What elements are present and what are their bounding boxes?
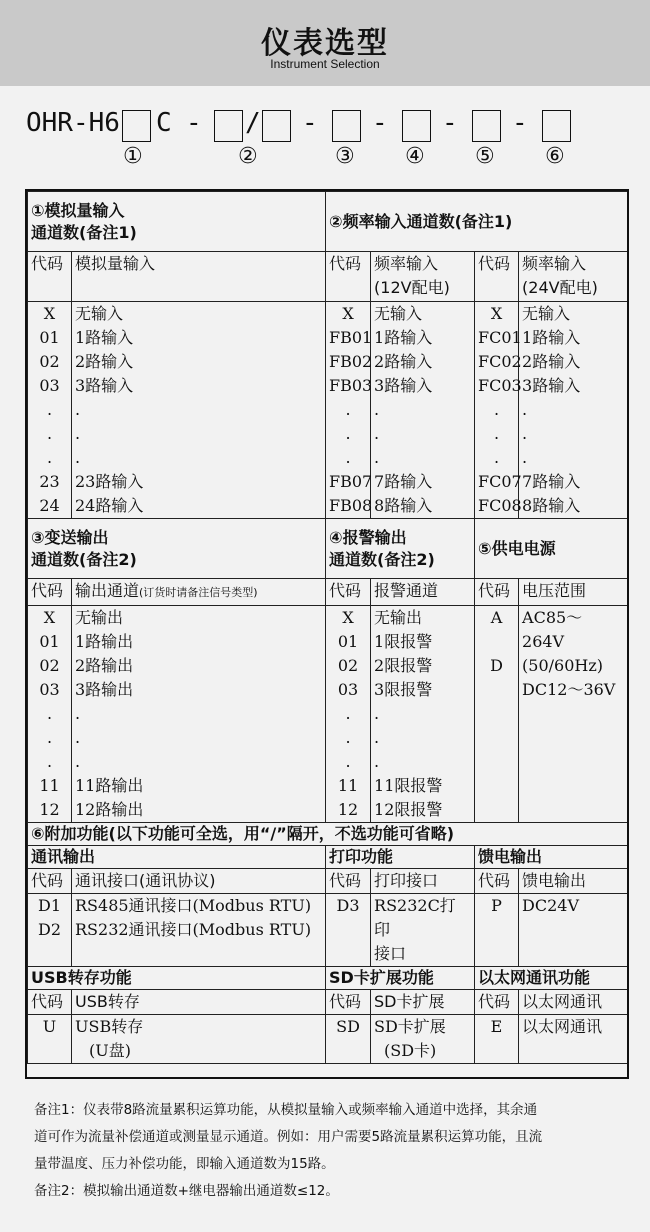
sec6-title: ⑥附加功能(以下功能可全选，用“/”隔开，不选功能可省略) [28, 823, 628, 846]
print-code: D3 [326, 894, 371, 967]
sec3-title: ③变送输出 通道数(备注2) [28, 519, 326, 579]
sec3-codes: X 01 02 03 . . . 11 12 [28, 606, 72, 823]
code-box-4 [402, 110, 431, 142]
circle-1: ① [123, 144, 143, 169]
note-1-line-2: 道可作为流量补偿通道或测量显示通道。例如：用户需要5路流量累积运算功能，且流 [34, 1129, 543, 1145]
col-code: 代码 [475, 252, 519, 302]
note-1-line-1: 备注1：仪表带8路流量累积运算功能，从模拟量输入或频率输入通道中选择，其余通 [34, 1102, 538, 1118]
sd-value: SD卡扩展 (SD卡) [371, 1015, 475, 1064]
circle-5: ⑤ [475, 144, 495, 169]
usb-title: USB转存功能 [28, 967, 326, 990]
notes [34, 1097, 624, 1205]
col-code: 代码 [326, 579, 371, 606]
col-code: 代码 [28, 990, 72, 1015]
sec2-24v-codes: X FC01 FC02 FC03 . . . FC07 FC08 [475, 302, 519, 519]
model-c: C [156, 108, 172, 138]
sd-code: SD [326, 1015, 371, 1064]
sec2-12v-values: 无输入 1路输入 2路输入 3路输入 . . . 7路输入 8路输入 [371, 302, 475, 519]
usb-value: USB转存 (U盘) [72, 1015, 326, 1064]
code-box-5 [472, 110, 501, 142]
sd-title: SD卡扩展功能 [326, 967, 475, 990]
circle-3: ③ [335, 144, 355, 169]
col-comm-interface: 通讯接口(通讯协议) [72, 869, 326, 894]
usb-code: U [28, 1015, 72, 1064]
sec5-codes: A D [475, 606, 519, 823]
col-code: 代码 [28, 869, 72, 894]
col-voltage-range: 电压范围 [519, 579, 628, 606]
sec5-values: AC85～264V (50/60Hz) DC12～36V [519, 606, 628, 823]
model-dash: - [186, 108, 202, 138]
sec4-title: ④报警输出 通道数(备注2) [326, 519, 475, 579]
code-box-2b [262, 110, 291, 142]
table-row [28, 606, 628, 823]
sec5-title: ⑤供电电源 [475, 519, 628, 579]
col-code: 代码 [28, 252, 72, 302]
code-box-1 [122, 110, 151, 142]
col-alarm-channel: 报警通道 [371, 579, 475, 606]
page-subtitle: Instrument Selection [270, 57, 380, 71]
col-code: 代码 [475, 869, 519, 894]
sec3-values: 无输出 1路输出 2路输出 3路输出 . . . 11路输出 12路输出 [72, 606, 326, 823]
feed-code: P [475, 894, 519, 967]
sec2-12v-codes: X FB01 FB02 FB03 . . . FB07 FB08 [326, 302, 371, 519]
selection-table [27, 191, 628, 1064]
print-title: 打印功能 [326, 846, 475, 869]
code-box-2 [214, 110, 243, 142]
note-2: 备注2：模拟输出通道数+继电器输出通道数≤12。 [34, 1183, 339, 1199]
model-slash: / [245, 108, 261, 138]
feed-title: 馈电输出 [475, 846, 628, 869]
col-feed-output: 馈电输出 [519, 869, 628, 894]
col-analog-input: 模拟量输入 [72, 252, 326, 302]
sec1-title: ①模拟量输入 通道数(备注1) [28, 192, 326, 252]
col-output-channel: 输出通道(订货时请备注信号类型) [72, 579, 326, 606]
col-code: 代码 [326, 869, 371, 894]
circle-2: ② [238, 144, 258, 169]
model-dash: - [512, 108, 528, 138]
model-dash: - [302, 108, 318, 138]
feed-value: DC24V [519, 894, 628, 967]
eth-value: 以太网通讯 [519, 1015, 628, 1064]
sec1-codes: X 01 02 03 . . . 23 24 [28, 302, 72, 519]
note-1-line-3: 量带温度、压力补偿功能，即输入通道数为15路。 [34, 1156, 335, 1172]
model-dash: - [442, 108, 458, 138]
print-value: RS232C打印 接口 [371, 894, 475, 967]
col-code: 代码 [28, 579, 72, 606]
code-box-6 [542, 110, 571, 142]
col-code: 代码 [326, 252, 371, 302]
col-code: 代码 [326, 990, 371, 1015]
sec4-codes: X 01 02 03 . . . 11 12 [326, 606, 371, 823]
col-freq-24v: 频率输入 (24V配电) [519, 252, 628, 302]
model-prefix: OHR-H6 [26, 108, 120, 138]
table-row [28, 1015, 628, 1064]
code-box-3 [332, 110, 361, 142]
sec2-24v-values: 无输入 1路输入 2路输入 3路输入 . . . 7路输入 8路输入 [519, 302, 628, 519]
col-code: 代码 [475, 990, 519, 1015]
table-row [28, 302, 628, 519]
model-dash: - [372, 108, 388, 138]
col-print-interface: 打印接口 [371, 869, 475, 894]
sec4-values: 无输出 1限报警 2限报警 3限报警 . . . 11限报警 12限报警 [371, 606, 475, 823]
table-row [28, 894, 628, 967]
comm-codes: D1 D2 [28, 894, 72, 967]
page-title: 仪表选型 [261, 26, 389, 61]
circle-6: ⑥ [545, 144, 565, 169]
sec2-title: ②频率输入通道数(备注1) [326, 192, 628, 252]
comm-title: 通讯输出 [28, 846, 326, 869]
col-eth: 以太网通讯 [519, 990, 628, 1015]
eth-title: 以太网通讯功能 [475, 967, 628, 990]
col-freq-12v: 频率输入 (12V配电) [371, 252, 475, 302]
comm-values: RS485通讯接口(Modbus RTU) RS232通讯接口(Modbus RTU) [72, 894, 326, 967]
sec1-values: 无输入 1路输入 2路输入 3路输入 . . . 23路输入 24路输入 [72, 302, 326, 519]
header-banner [0, 0, 650, 86]
eth-code: E [475, 1015, 519, 1064]
col-usb: USB转存 [72, 990, 326, 1015]
circle-4: ④ [405, 144, 425, 169]
col-code: 代码 [475, 579, 519, 606]
col-sd: SD卡扩展 [371, 990, 475, 1015]
